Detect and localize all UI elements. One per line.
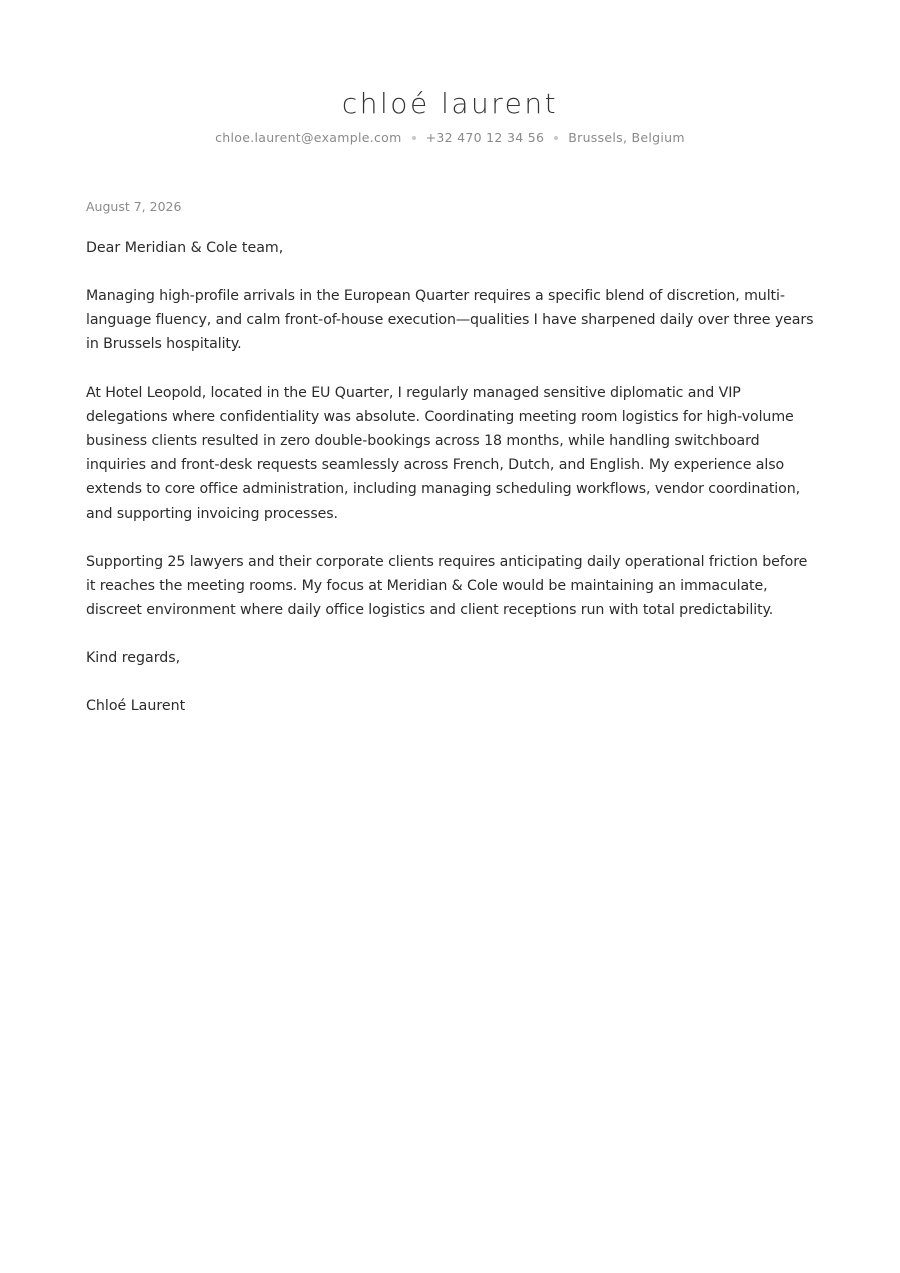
letter-header bbox=[86, 0, 814, 147]
contact-location: Brussels, Belgium bbox=[568, 130, 685, 145]
contact-phone: +32 470 12 34 56 bbox=[425, 130, 545, 145]
body-paragraph: At Hotel Leopold, located in the EU Quarter, I regularly managed sensitive diplomatic and VIP delegations where confidentiality was absolute. Coordinating meeting room logistics for high-volume business clients resulted in zero double-bookings across 18 months, while handling switchboard inquiries and front-desk requests seamlessly across French, Dutch, and English. My experience also extends to core office administration, including managing scheduling workflows, vendor coordination, and supporting invoicing processes. bbox=[86, 384, 801, 522]
closing: Kind regards, bbox=[86, 650, 181, 667]
applicant-name: chloé laurent bbox=[341, 87, 559, 120]
signature-name: Chloé Laurent bbox=[86, 698, 186, 715]
contact-email: chloe.laurent@example.com bbox=[215, 130, 402, 145]
body-paragraph: Supporting 25 lawyers and their corporate clients requires anticipating daily operational friction before it reaches the meeting rooms. My focus at Meridian & Cole would be maintaining an immaculate, discreet environment where daily office logistics and client receptions run with total predictability. bbox=[86, 553, 808, 619]
body-paragraph: Managing high-profile arrivals in the European Quarter requires a specific blend of discretion, multi-language fluency, and calm front-of-house execution—qualities I have sharpened daily over three years in Brussels hospitality. bbox=[86, 288, 814, 353]
separator-dot bbox=[412, 136, 416, 140]
salutation: Dear Meridian & Cole team, bbox=[86, 240, 284, 256]
contact-line bbox=[86, 129, 814, 147]
letter-date: August 7, 2026 bbox=[86, 199, 182, 214]
separator-dot bbox=[554, 136, 558, 140]
